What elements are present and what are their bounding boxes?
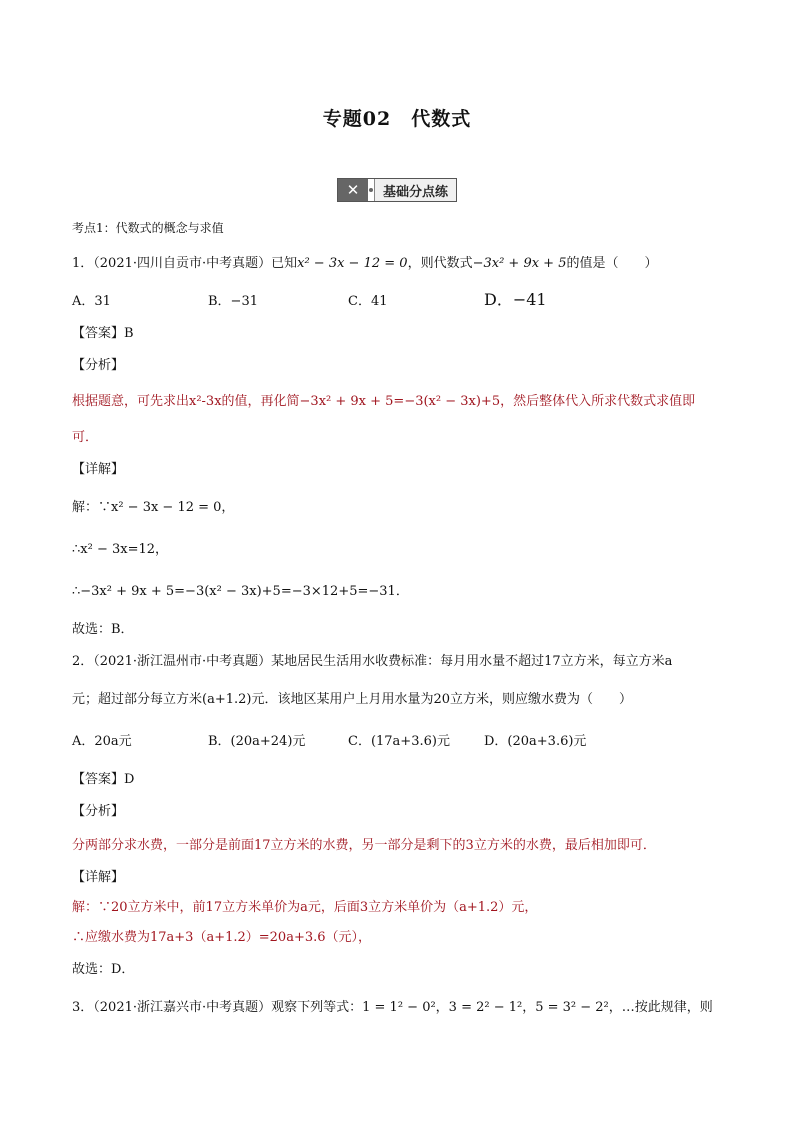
- q1-answer: [72, 324, 732, 344]
- section-badge-label: 基础分点练: [374, 179, 456, 201]
- q2-answer-value: D: [124, 772, 135, 787]
- q3-stem-line1: 3．（2021·浙江嘉兴市·中考真题）观察下列等式：1 = 1² − 0²，3 = 2² − 1²，5 = 3² − 2²，…按此规律，则: [72, 1000, 713, 1015]
- q1-stem-expression: −3x² + 9x + 5: [472, 256, 567, 271]
- q1-stem-equation: x² − 3x − 12 = 0: [297, 256, 408, 271]
- q2-step1: 解：∵20立方米中，前17立方米单价为a元，后面3立方米单价为（a+1.2）元，: [72, 900, 538, 915]
- kaodian-heading: 考点1：代数式的概念与求值: [72, 221, 224, 235]
- answer-label: 【答案】: [72, 772, 125, 787]
- q1-stem-prefix: 1．（2021·四川自贡市·中考真题）已知: [72, 256, 298, 271]
- q2-answer: [72, 770, 732, 790]
- q1-analysis-line2: 可．: [72, 430, 99, 445]
- q1-analysis-label: 【分析】: [72, 358, 125, 373]
- q1-option-b: B．−31: [208, 294, 258, 309]
- q1-stem: [72, 254, 732, 274]
- q2-stem-line2: 元；超过部分每立方米(a+1.2)元．该地区某用户上月用水量为20立方米，则应缴水费为（ ）: [72, 692, 633, 707]
- q2-option-a: A．20a元: [72, 734, 132, 749]
- q2-detail-label: 【详解】: [72, 870, 125, 885]
- q1-option-a: A．31: [72, 294, 111, 309]
- section-header: [0, 178, 794, 202]
- q2-option-b: B．(20a+24)元: [208, 734, 306, 749]
- q1-stem-mid: ，则代数式: [407, 256, 473, 271]
- q2-analysis: 分两部分求水费，一部分是前面17立方米的水费，另一部分是剩下的3立方米的水费，最后相加即可．: [72, 838, 656, 853]
- x-icon: ✕: [338, 179, 368, 201]
- q2-conclusion: 故选：D．: [72, 962, 135, 977]
- q2-step2: ∴应缴水费为17a+3（a+1.2）=20a+3.6（元），: [72, 930, 372, 945]
- q1-answer-value: B: [124, 326, 134, 341]
- q2-stem-line1: 2．（2021·浙江温州市·中考真题）某地居民生活用水收费标准：每月用水量不超过17立方米，每立方米a: [72, 654, 673, 669]
- q1-step1: 解：∵x² − 3x − 12 = 0，: [72, 500, 235, 515]
- q2-analysis-label: 【分析】: [72, 804, 125, 819]
- section-badge: [337, 178, 457, 202]
- q1-stem-suffix: 的值是（ ）: [566, 256, 658, 271]
- q1-analysis-line1: 根据题意，可先求出x²-3x的值，再化简−3x² + 9x + 5=−3(x² − 3x)+5，然后整体代入所求代数式求值即: [72, 394, 696, 409]
- q2-option-c: C．(17a+3.6)元: [348, 734, 450, 749]
- q1-detail-label: 【详解】: [72, 462, 125, 477]
- q2-option-d: D．(20a+3.6)元: [484, 734, 587, 749]
- answer-label: 【答案】: [72, 326, 125, 341]
- q1-option-d: D．−41: [484, 290, 547, 309]
- page-title: 专题02 代数式: [322, 108, 472, 130]
- q1-step2: ∴x² − 3x=12，: [72, 542, 169, 557]
- q1-step3: ∴−3x² + 9x + 5=−3(x² − 3x)+5=−3×12+5=−31．: [72, 584, 409, 599]
- q1-option-c: C．41: [348, 294, 388, 309]
- q1-conclusion: 故选：B．: [72, 622, 134, 637]
